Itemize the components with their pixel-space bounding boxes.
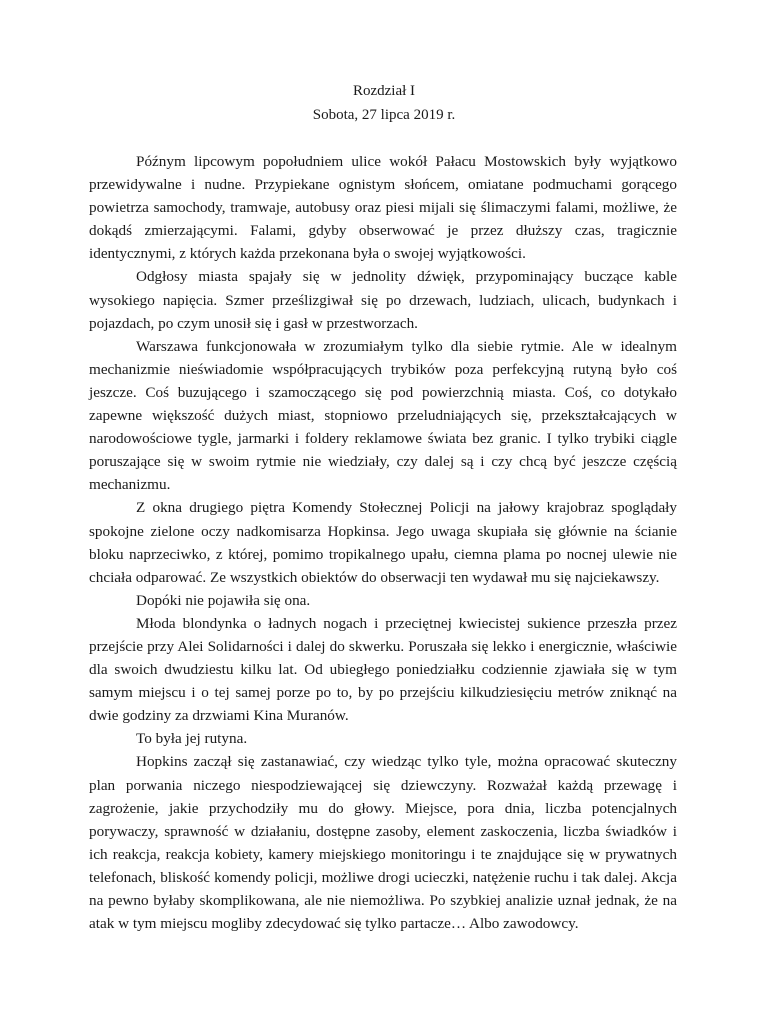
paragraph: To była jej rutyna.: [136, 730, 248, 748]
paragraph: Późnym lipcowym popołudniem ulice wokół Pałacu Mostowskich były wyjątkowo przewidywalne i nudne. Przypiekane ognistym słońcem, omiatane podmuchami gorącego powietrza samochody, tramwaje, autobusy oraz piesi mijali się ślimaczymi falami, możliwe, że dokądś zmierzającymi. Falami, gdyby obserwować je przez dłuższy czas, tragicznie identycznymi, z których każda przekonana była o swojej wyjątkowości.: [89, 153, 677, 263]
paragraph: Z okna drugiego piętra Komendy Stołecznej Policji na jałowy krajobraz spoglądały spokojne zielone oczy nadkomisarza Hopkinsa. Jego uwaga skupiała się głównie na ścianie bloku naprzeciwko, z której, pomimo tropikalnego upału, ciemna plama po nocnej ulewie nie chciała odparować. Ze wszystkich obiektów do obserwacji ten wydawał mu się najciekawszy.: [89, 499, 677, 586]
paragraph: Dopóki nie pojawiła się ona.: [136, 591, 311, 609]
body-text: [89, 150, 677, 935]
chapter-date: Sobota, 27 lipca 2019 r.: [312, 107, 456, 123]
paragraph: Młoda blondynka o ładnych nogach i przeciętnej kwiecistej sukience przeszła przez przejście przy Alei Solidarności i dalej do skwerku. Poruszała się lekko i energicznie, właściwie dla swoich dwudziestu kilku lat. Od ubiegłego poniedziałku codziennie zjawiała się w tym samym miejscu i o tej samej porze po to, by po przejściu kilkudziesięciu metrów zniknąć na dwie godziny za drzwiami Kina Muranów.: [89, 614, 677, 725]
paragraph: Odgłosy miasta spajały się w jednolity dźwięk, przypominający buczące kable wysokiego napięcia. Szmer prześlizgiwał się po drzewach, ludziach, ulicach, budynkach i pojazdach, po czym unosił się i gasł w przestworzach.: [89, 268, 677, 332]
paragraph: Warszawa funkcjonowała w zrozumiałym tylko dla siebie rytmie. Ale w idealnym mechanizmie nieświadomie współpracujących trybików poza perfekcyjną rutyną było coś jeszcze. Coś buzującego i szamoczącego się pod powierzchnią miasta. Coś, co dotykało zapewne większość dużych miast, stopniowo przeludniających się, przekształcających w narodowościowe tygle, jarmarki i foldery reklamowe świata bez granic. I tylko trybiki ciągle poruszające się w swoim rytmie nie wiedziały, czy dalej są i czy chcą być jeszcze częścią mechanizmu.: [89, 337, 677, 494]
chapter-title: Rozdział I: [352, 83, 416, 99]
paragraph: Hopkins zaczął się zastanawiać, czy wiedząc tylko tyle, można opracować skuteczny plan porwania niczego niespodziewającej się dziewczyny. Rozważał każdą przewagę i zagrożenie, jakie przychodziły mu do głowy. Miejsce, pora dnia, liczba potencjalnych porywaczy, sprawność w działaniu, dostępne zasoby, element zaskoczenia, liczba świadków i ich reakcja, reakcja kobiety, kamery miejskiego monitoringu i te znajdujące się w prywatnych telefonach, bliskość komendy policji, możliwe drogi ucieczki, natężenie ruchu i tak dalej. Akcja na pewno byłaby skomplikowana, ale nie niemożliwa. Po szybkiej analizie uznał jednak, że na atak w tym miejscu mogliby zdecydować się tylko partacze… Albo zawodowcy.: [89, 753, 677, 933]
